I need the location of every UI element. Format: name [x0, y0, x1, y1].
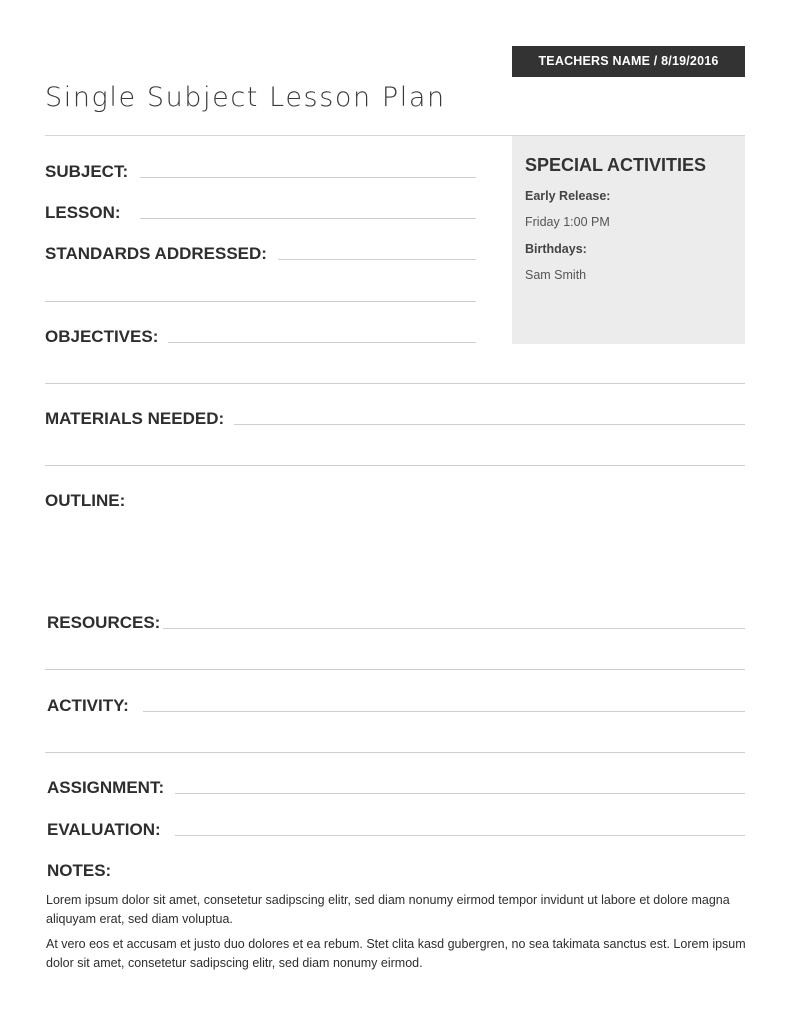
lesson-label: LESSON:: [45, 203, 121, 222]
assignment-label: ASSIGNMENT:: [47, 778, 165, 797]
birthdays-label: Birthdays:: [525, 242, 587, 256]
page-title: Single Subject Lesson Plan: [45, 82, 446, 113]
assignment-field-line[interactable]: [175, 793, 745, 794]
materials-label: MATERIALS NEEDED:: [45, 409, 225, 428]
evaluation-label: EVALUATION:: [47, 820, 161, 839]
special-activities-title: SPECIAL ACTIVITIES: [525, 155, 707, 175]
subject-field-line[interactable]: [140, 177, 476, 178]
notes-paragraph-2: At vero eos et accusam et justo duo dolores et ea rebum. Stet clita kasd gubergren, no sea takimata sanctus est. Lorem ipsum dolor sit amet, consetetur sadipscing elitr, sed diam nonumy eirmod.: [46, 937, 746, 970]
outline-label: OUTLINE:: [45, 491, 126, 510]
early-release-label: Early Release:: [525, 189, 611, 203]
notes-label: NOTES:: [47, 861, 112, 880]
birthdays-value: Sam Smith: [525, 268, 587, 282]
activity-field-line-2[interactable]: [45, 752, 745, 753]
objectives-field-line[interactable]: [168, 342, 476, 343]
resources-field-line-2[interactable]: [45, 669, 745, 670]
notes-paragraph-1: Lorem ipsum dolor sit amet, consetetur sadipscing elitr, sed diam nonumy eirmod tempor invidunt ut labore et dolore magna aliquyam erat, sed diam voluptua.: [46, 893, 730, 926]
subject-label: SUBJECT:: [45, 162, 129, 181]
standards-field-line-2[interactable]: [45, 301, 476, 302]
resources-label: RESOURCES:: [47, 613, 161, 632]
standards-label: STANDARDS ADDRESSED:: [45, 244, 267, 263]
early-release-value: Friday 1:00 PM: [525, 215, 610, 229]
lesson-field-line[interactable]: [140, 218, 476, 219]
materials-field-line-2[interactable]: [45, 465, 745, 466]
objectives-field-line-2[interactable]: [45, 383, 745, 384]
activity-field-line[interactable]: [143, 711, 745, 712]
evaluation-field-line[interactable]: [175, 835, 745, 836]
standards-field-line[interactable]: [278, 259, 476, 260]
resources-field-line[interactable]: [163, 628, 745, 629]
materials-field-line[interactable]: [234, 424, 745, 425]
teacher-date-badge: TEACHERS NAME / 8/19/2016: [512, 46, 745, 77]
activity-label: ACTIVITY:: [47, 696, 129, 715]
objectives-label: OBJECTIVES:: [45, 327, 159, 346]
